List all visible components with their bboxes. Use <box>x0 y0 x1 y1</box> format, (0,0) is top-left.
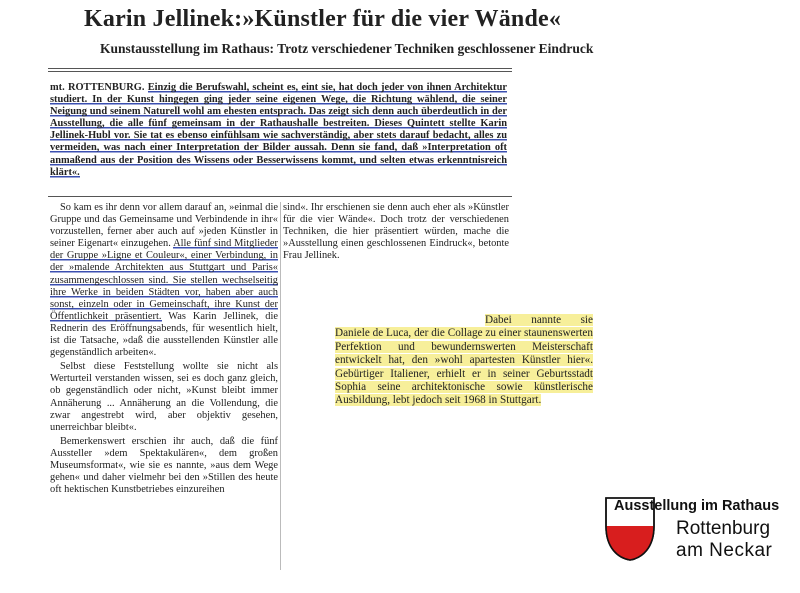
top-rule <box>48 68 512 69</box>
logo-river: am Neckar <box>676 540 773 561</box>
column-divider <box>280 202 281 570</box>
top-rule-thin <box>48 71 512 72</box>
logo-city: Rottenburg <box>676 518 771 539</box>
lead-divider <box>48 196 512 197</box>
column-middle <box>283 202 509 262</box>
highlighted-text: Dabei nannte sie Daniele de Luca, der die Collage zu einer staunenswerten Perfektion und bewundernswerten Meisterschaft entwickelt hat, den »wohl apartesten Künstler hier«. Gebürtiger Italiener, erhielt er in seiner Geburtsstadt Sophia seine architektonische sowie künstlerische Ausbildung, lebt jedoch seit 1968 in Stuttgart. <box>335 314 593 407</box>
logo-title: Ausstellung im Rathaus <box>614 498 780 514</box>
dateline: mt. ROTTENBURG. <box>50 82 145 93</box>
paragraph: Selbst diese Feststellung wollte sie nicht als Werturteil verstanden wissen, sei es doch ganz gleich, ob gegenständlich oder nicht, »Kunst bleibt immer Annäherung ... Annäherung an die Vollendung, die zwar angestrebt wird, aber objektiv gesehen, unerreichbar bleibt«. <box>50 361 278 433</box>
highlighted-text: Alle fünf sind Mitglieder der Gruppe »Ligne et Couleur«, einer Verbindung, in der »malende Architekten aus Stuttgart und Paris« zusammengeschlossen sind. Sie stellen wechselseitig ihre Werke in beiden Städten vor, haben aber auch sonst, einzeln oder in Gemeinschaft, ihre Kunst der Öffentlichkeit präsentiert. <box>50 238 278 322</box>
lead-paragraph <box>50 82 507 179</box>
article-subhead: Kunstausstellung im Rathaus: Trotz verschiedener Techniken geschlossener Eindruck <box>100 41 594 56</box>
exhibition-logo <box>604 496 794 576</box>
paragraph: So kam es ihr denn vor allem darauf an, »einmal die Gruppe und das Gemeinsame und Verbindende in ihr« vorzustellen, ferner aber auch auf »jeden Künstler in seiner Eigenart« einzugehen. Alle fünf sind Mitglieder der Gruppe »Ligne et Couleur«, einer Verbindung, in der »malende Architekten aus Stuttgart und Paris« zusammengeschlossen sind. Sie stellen wechselseitig ihre Werke in beiden Städten vor, haben aber auch sonst, einzeln oder in Gemeinschaft, ihre Kunst der Öffentlichkeit präsentiert. Was Karin Jellinek, die Rednerin des Eröffnungsabends, für wesentlich hielt, ist die Tatsache, »daß die ausstellenden Künstler alle gegenständlich arbeiten«. <box>50 202 279 359</box>
quote-block <box>335 314 593 408</box>
column-left <box>50 202 278 498</box>
paragraph: Bemerkenswert erschien ihr auch, daß die fünf Aussteller »dem Spektakulären«, dem großen Museumsformat«, wie sie es nannte, »aus dem Wege gehen« und daher vielmehr bei den »Stillen des heute oft hektischen Kunstbetriebes einzureihen <box>50 435 278 496</box>
article-headline: Karin Jellinek:»Künstler für die vier Wände« <box>84 6 562 32</box>
paragraph: sind«. Ihr erschienen sie denn auch eher als »Künstler für die vier Wände«. Doch trotz der verschiedenen Techniken, die hier präsentiert würden, mache die »Ausstellung einen geschlossenen Eindruck«, betonte Frau Jellinek. <box>283 202 509 262</box>
paragraph <box>335 314 593 408</box>
lead-text: Einzig die Berufswahl, scheint es, eint sie, hat doch jeder von ihnen Architektur studiert. In der Kunst hingegen ging jeder seine eigenen Wege, die Richtung wählend, die seiner Neigung und seinem Naturell wohl am ehesten entsprach. Das zeigt sich denn auch überdeutlich in der Ausstellung, die alle fünf gemeinsam in der Rathaushalle bestreiten. Dieses Quintett stellte Karin Jellinek-Hubl vor. Sie tat es ebenso einfühlsam wie sachverständig, aber stets darauf bedacht, alles zu vermeiden, was nach einer Interpretation der Bilder aussah. Denn sie fand, daß »Interpretation oft anmaßend aus der Position des Wissens oder Besserwissens kommt, und selten etwas erkenntnisreich klärt«. <box>50 82 507 178</box>
